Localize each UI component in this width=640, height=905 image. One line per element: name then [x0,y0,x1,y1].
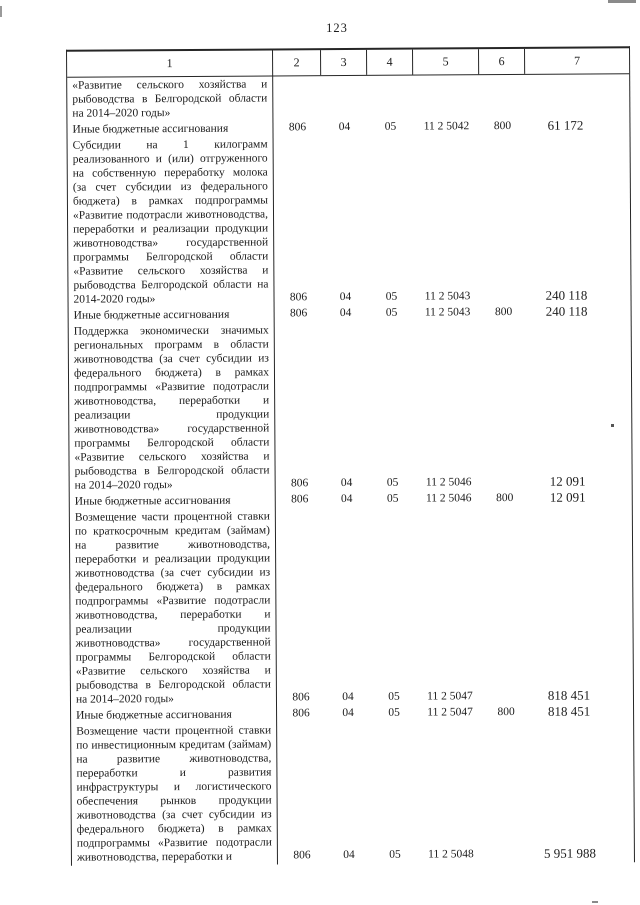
cell-subsection-code: 05 [388,690,400,703]
cell-target-code: 11 2 5047 [427,690,473,703]
cell-section-code: 04 [340,492,353,506]
cell-program-text: Иные бюджетные ассигнования [69,306,275,323]
header-col-2: 2 [273,50,321,75]
cell-section-code: 04 [342,690,354,704]
cell-expense-type: 800 [496,491,514,505]
cell-subsection-code: 05 [388,706,400,719]
header-col-6: 6 [479,49,525,74]
cell-amount: 818 451 [547,687,591,703]
cell-target-code: 11 2 5048 [428,848,474,861]
cell-subsection-code [367,76,413,120]
cell-grbs-code: 806 [291,493,309,506]
cell-amount: 818 451 [547,703,591,719]
scan-artifact-left-edge [0,6,2,17]
cell-grbs-code: 806 [289,291,308,304]
budget-appropriations-table [66,46,635,865]
header-col-7: 7 [574,53,581,68]
cell-grbs-code: 806 [290,477,309,490]
cell-section-code: 04 [339,290,352,304]
cell-amount: 240 118 [545,287,588,303]
cell-section-code: 04 [339,306,352,320]
cell-section-code: 04 [343,848,355,862]
cell-expense-type [480,135,527,305]
cell-target-code: 11 2 5043 [424,290,471,303]
cell-program-text: Иные бюджетные ассигнования [67,120,273,137]
scan-artifact-bottom [592,901,598,903]
cell-target-code: 11 2 5046 [425,476,472,489]
table-row [67,74,629,121]
cell-expense-type [482,507,529,705]
table-row [68,134,631,307]
table-row [70,506,633,707]
cell-grbs-code: 806 [292,691,310,704]
cell-expense-type [483,721,530,863]
cell-target-code: 11 2 5042 [423,120,470,133]
cell-subsection-code: 05 [385,290,398,303]
table-row [69,320,632,493]
cell-program-text: Поддержка экономически значимых региональных программ в области животноводства (за счет субсидии из федерального бюджета) в рамках подпрограммы «Развитие подотрасли животноводства, переработки и реализации продукции животноводства» государственной программы Белгородской области «Развитие сельского хозяйства и рыбоводства в Белгородской области на 2014–2020 годы» [69,322,276,493]
cell-expense-type [479,75,525,119]
cell-expense-type: 800 [494,306,513,319]
cell-amount: 240 118 [545,303,588,319]
cell-amount: 61 172 [547,117,584,133]
cell-program-text: Возмещение части процентной ставки по краткосрочным кредитам (займам) на развитие животноводства, переработки и реализации продукции животноводства (за счет субсидии из федерального бюджета) в рамках подпрограммы «Развитие подотрасли животноводства, переработки и реализации продукции животноводства» государственной программы Белгородской области «Развитие сельского хозяйства и рыбоводства в Белгородской области на 2014–2020 годы» [70,508,277,707]
cell-amount: 12 091 [549,489,586,505]
cell-program-text: Субсидии на 1 килограмм реализованного и (или) отгруженного на собственную переработку молока (за счет субсидии из федерального бюджета) в рамках подпрограммы «Развитие подотрасли животноводства, переработки и реализации продукции животноводства» государственной программы Белгородской области «Развитие сельского хозяйства и рыбоводства Белгородской области на 2014-2020 годы» [68,136,275,307]
cell-grbs-code: 806 [288,121,307,134]
cell-amount: 5 951 988 [543,845,596,861]
cell-section-code: 04 [342,706,354,720]
table-body [67,74,634,865]
cell-program-text: Иные бюджетные ассигнования [70,492,276,509]
cell-program-text: Возмещение части процентной ставки по инвестиционным кредитам (займам) на развитие животноводства, переработки и развития инфраструктуры и логистического обеспечения рынков продукции животноводства (за счет субсидии из федерального бюджета) в рамках подпрограммы «Развитие подотрасли животноводства, переработки и [71,722,278,865]
cell-amount: 12 091 [549,473,586,489]
cell-grbs-code: 806 [292,707,310,720]
scan-artifact-top-right [608,0,636,3]
cell-expense-type: 800 [493,120,512,133]
cell-subsection-code: 05 [385,306,398,319]
cell-amount [525,74,629,119]
cell-target-code: 11 2 5043 [424,306,471,319]
cell-expense-type [481,321,528,491]
cell-subsection-code: 05 [386,492,399,505]
cell-target-code: 11 2 5047 [427,706,473,719]
page-number: 123 [326,21,348,35]
cell-grbs-code [273,76,321,120]
cell-target-code [413,75,479,119]
header-col-1: 1 [67,50,273,76]
cell-section-code [321,76,367,120]
cell-expense-type: 800 [497,705,515,719]
scan-artifact-dot [611,424,614,427]
cell-grbs-code: 806 [289,307,308,320]
cell-subsection-code: 05 [386,476,399,489]
cell-program-text: Иные бюджетные ассигнования [71,706,277,723]
header-col-4: 4 [367,50,413,75]
cell-target-code: 11 2 5046 [425,492,472,505]
header-col-3: 3 [321,50,367,75]
table-header-row [67,48,629,77]
cell-section-code: 04 [340,476,353,490]
table-row [71,720,634,865]
cell-subsection-code: 05 [389,848,401,861]
cell-subsection-code: 05 [384,120,397,133]
header-col-5: 5 [413,49,479,74]
cell-grbs-code: 806 [293,849,311,862]
cell-section-code: 04 [338,120,351,134]
cell-program-text: «Развитие сельского хозяйства и рыбоводства в Белгородской области на 2014–2020 годы» [67,76,273,121]
